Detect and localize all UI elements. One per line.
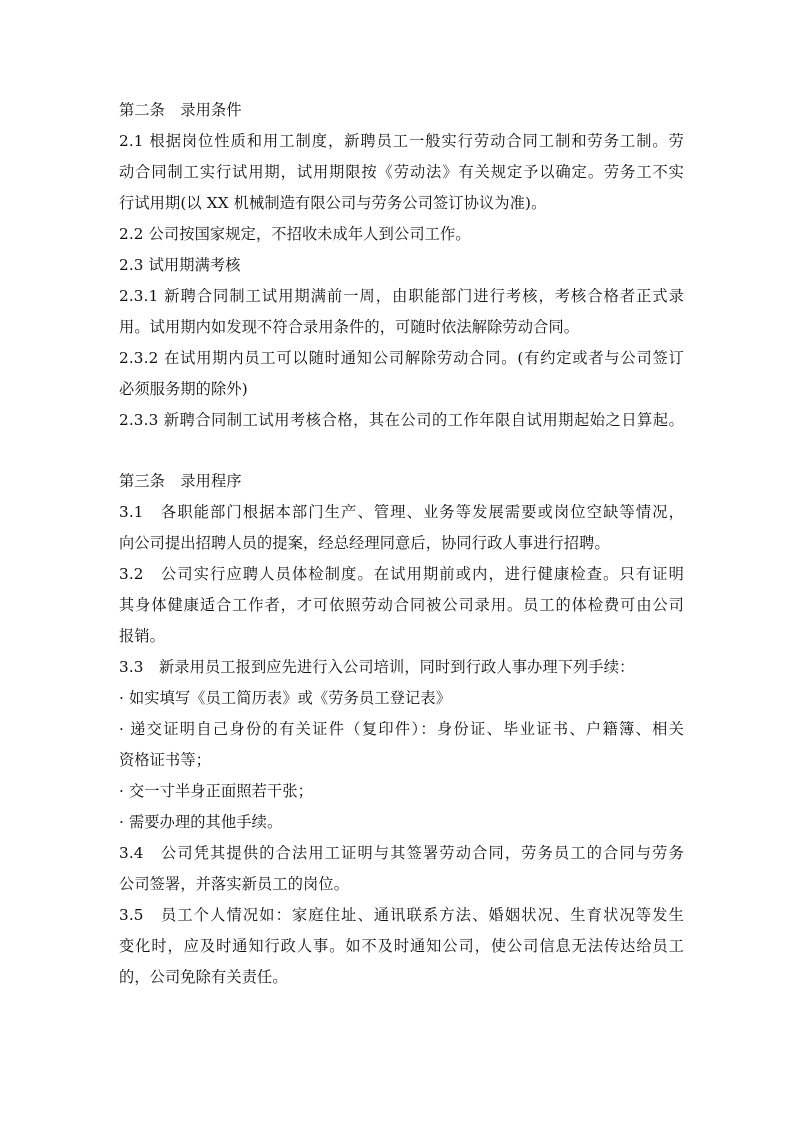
paragraph-line: 动合同制工实行试用期，试用期限按《劳动法》有关规定予以确定。劳务工不实 xyxy=(119,163,684,181)
paragraph-3-5 xyxy=(119,900,684,993)
paragraph-line: 报销。 xyxy=(119,627,166,645)
section-spacer xyxy=(119,436,684,466)
paragraph-line: 其身体健康适合工作者，才可依照劳动合同被公司录用。员工的体检费可由公司 xyxy=(119,596,684,614)
paragraph-2-3-3: 2.3.3 新聘合同制工试用考核合格，其在公司的工作年限自试用期起始之日算起。 xyxy=(119,411,684,429)
paragraph-2-3-2 xyxy=(119,343,684,405)
paragraph-3-3: 3.3 新录用员工报到应先进行入公司培训，同时到行政人事办理下列手续： xyxy=(119,658,635,676)
paragraph-line: 必须服务期的除外) xyxy=(119,380,248,398)
paragraph-2-3-1 xyxy=(119,281,684,343)
paragraph-line: 的，公司免除有关责任。 xyxy=(119,968,288,986)
paragraph-2-3: 2.3 试用期满考核 xyxy=(119,256,241,274)
paragraph-line: 3.2 公司实行应聘人员体检制度。在试用期前或内，进行健康检查。只有证明 xyxy=(119,565,684,583)
paragraph-line: 向公司提出招聘人员的提案，经总经理同意后，协同行政人事进行招聘。 xyxy=(119,534,610,552)
paragraph-2-1 xyxy=(119,126,684,219)
bullet-item: · 需要办理的其他手续。 xyxy=(119,813,283,831)
section-heading-2: 第二条 录用条件 xyxy=(119,101,242,119)
paragraph-3-4 xyxy=(119,838,684,900)
paragraph-line: 2.3.2 在试用期内员工可以随时通知公司解除劳动合同。(有约定或者与公司签订 xyxy=(119,349,684,367)
paragraph-line: 用。试用期内如发现不符合录用条件的，可随时依法解除劳动合同。 xyxy=(119,318,580,336)
bullet-item: · 如实填写《员工简历表》或《劳务员工登记表》 xyxy=(119,689,452,707)
document-body xyxy=(119,95,684,993)
paragraph-line: 3.5 员工个人情况如：家庭住址、通讯联系方法、婚姻状况、生育状况等发生 xyxy=(119,906,684,924)
section-heading-3: 第三条 录用程序 xyxy=(119,472,242,490)
paragraph-3-1 xyxy=(119,497,684,559)
paragraph-line: 2.1 根据岗位性质和用工制度，新聘员工一般实行劳动合同工制和劳务工制。劳 xyxy=(119,132,684,150)
paragraph-3-2 xyxy=(119,559,684,652)
paragraph-line: 3.4 公司凭其提供的合法用工证明与其签署劳动合同，劳务员工的合同与劳务 xyxy=(119,844,684,862)
bullet-item xyxy=(119,714,684,776)
paragraph-line: 行试用期(以 XX 机械制造有限公司与劳务公司签订协议为准)。 xyxy=(119,194,547,212)
paragraph-line: · 递交证明自己身份的有关证件（复印件）：身份证、毕业证书、户籍簿、相关 xyxy=(119,720,684,738)
bullet-item: · 交一寸半身正面照若干张； xyxy=(119,782,314,800)
paragraph-line: 资格证书等； xyxy=(119,751,212,769)
paragraph-line: 2.3.1 新聘合同制工试用期满前一周，由职能部门进行考核，考核合格者正式录 xyxy=(119,287,684,305)
paragraph-line: 3.1 各职能部门根据本部门生产、管理、业务等发展需要或岗位空缺等情况， xyxy=(119,503,684,521)
paragraph-line: 公司签署，并落实新员工的岗位。 xyxy=(119,875,350,893)
paragraph-line: 变化时，应及时通知行政人事。如不及时通知公司，使公司信息无法传达给员工 xyxy=(119,937,684,955)
paragraph-2-2: 2.2 公司按国家规定，不招收未成年人到公司工作。 xyxy=(119,225,471,243)
